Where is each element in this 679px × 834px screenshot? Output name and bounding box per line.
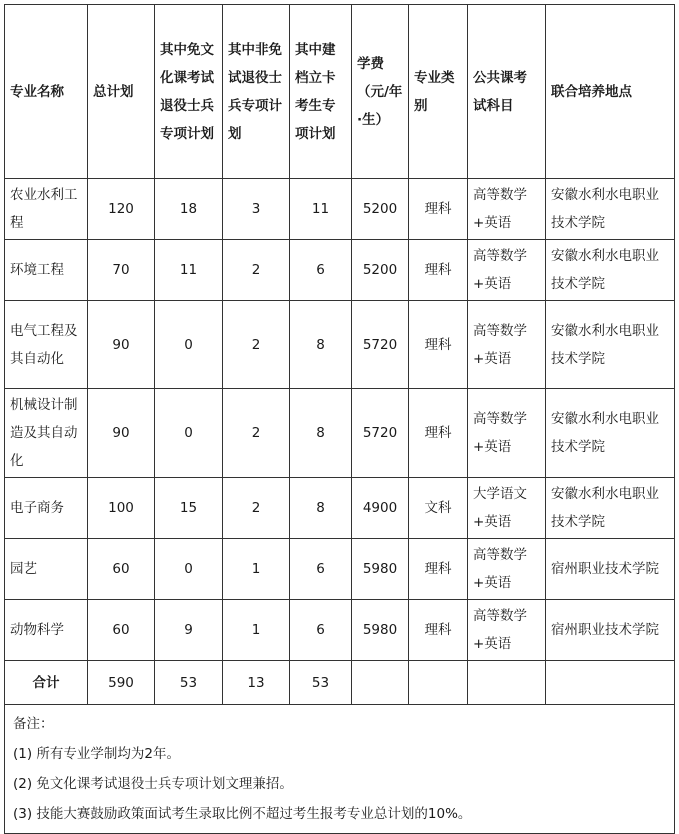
cell-tuition: 5720: [352, 389, 409, 478]
notes-cell: [5, 705, 675, 834]
cell-exempt: 0: [155, 539, 223, 600]
note-item-1: (1) 所有专业学制均为2年。: [13, 746, 181, 762]
cell-non-exempt: 1: [223, 539, 290, 600]
cell-exempt: 9: [155, 600, 223, 661]
total-label: 合计: [5, 661, 88, 705]
total-row: [5, 661, 675, 705]
cell-tuition: 4900: [352, 478, 409, 539]
cell-non-exempt: 2: [223, 301, 290, 389]
header-location: 联合培养地点: [546, 5, 675, 179]
cell-subjects: 高等数学+英语: [468, 600, 546, 661]
cell-location: 宿州职业技术学院: [546, 600, 675, 661]
cell-total: 90: [88, 389, 155, 478]
total-empty-cell: [409, 661, 468, 705]
header-tuition: 学费（元/年·生）: [352, 5, 409, 179]
cell-total: 100: [88, 478, 155, 539]
cell-major: 环境工程: [5, 240, 88, 301]
cell-poverty: 8: [290, 478, 352, 539]
cell-poverty: 6: [290, 240, 352, 301]
cell-tuition: 5980: [352, 600, 409, 661]
cell-subjects: 高等数学+英语: [468, 179, 546, 240]
total-empty-cell: [546, 661, 675, 705]
cell-category: 理科: [409, 389, 468, 478]
cell-location: 安徽水利水电职业技术学院: [546, 301, 675, 389]
enrollment-plan-document: [4, 4, 674, 834]
note-item-2: (2) 免文化课考试退役士兵专项计划文理兼招。: [13, 776, 293, 792]
cell-non-exempt: 2: [223, 240, 290, 301]
cell-poverty: 6: [290, 539, 352, 600]
cell-category: 理科: [409, 539, 468, 600]
header-non-exempt: 其中非免试退役士兵专项计划: [223, 5, 290, 179]
cell-subjects: 高等数学+英语: [468, 539, 546, 600]
table-header-row: [5, 5, 675, 179]
table-row: [5, 478, 675, 539]
cell-location: 安徽水利水电职业技术学院: [546, 179, 675, 240]
cell-subjects: 高等数学+英语: [468, 301, 546, 389]
cell-category: 理科: [409, 301, 468, 389]
cell-total: 60: [88, 600, 155, 661]
table-row: [5, 600, 675, 661]
cell-tuition: 5200: [352, 240, 409, 301]
cell-subjects: 高等数学+英语: [468, 240, 546, 301]
cell-tuition: 5980: [352, 539, 409, 600]
cell-category: 文科: [409, 478, 468, 539]
notes-title: 备注：: [13, 716, 54, 732]
cell-non-exempt: 3: [223, 179, 290, 240]
cell-location: 宿州职业技术学院: [546, 539, 675, 600]
cell-exempt: 15: [155, 478, 223, 539]
cell-exempt: 0: [155, 301, 223, 389]
cell-category: 理科: [409, 600, 468, 661]
cell-location: 安徽水利水电职业技术学院: [546, 240, 675, 301]
cell-exempt: 18: [155, 179, 223, 240]
cell-major: 动物科学: [5, 600, 88, 661]
table-row: [5, 240, 675, 301]
notes-row: [5, 705, 675, 834]
cell-tuition: 5720: [352, 301, 409, 389]
total-total: 590: [88, 661, 155, 705]
cell-poverty: 8: [290, 301, 352, 389]
table-row: [5, 539, 675, 600]
cell-location: 安徽水利水电职业技术学院: [546, 478, 675, 539]
header-poverty: 其中建档立卡考生专项计划: [290, 5, 352, 179]
header-subjects: 公共课考试科目: [468, 5, 546, 179]
total-non-exempt: 13: [223, 661, 290, 705]
cell-poverty: 6: [290, 600, 352, 661]
header-exempt: 其中免文化课考试退役士兵专项计划: [155, 5, 223, 179]
header-category: 专业类别: [409, 5, 468, 179]
header-major: 专业名称: [5, 5, 88, 179]
cell-total: 90: [88, 301, 155, 389]
cell-non-exempt: 2: [223, 478, 290, 539]
cell-category: 理科: [409, 179, 468, 240]
cell-major: 电气工程及其自动化: [5, 301, 88, 389]
cell-poverty: 11: [290, 179, 352, 240]
note-item-3: (3) 技能大赛鼓励政策面试考生录取比例不超过考生报考专业总计划的10%。: [13, 806, 472, 822]
cell-major: 机械设计制造及其自动化: [5, 389, 88, 478]
total-exempt: 53: [155, 661, 223, 705]
cell-exempt: 0: [155, 389, 223, 478]
total-empty-cell: [468, 661, 546, 705]
cell-location: 安徽水利水电职业技术学院: [546, 389, 675, 478]
cell-category: 理科: [409, 240, 468, 301]
table-row: [5, 301, 675, 389]
cell-subjects: 高等数学+英语: [468, 389, 546, 478]
cell-major: 园艺: [5, 539, 88, 600]
cell-major: 农业水利工程: [5, 179, 88, 240]
cell-poverty: 8: [290, 389, 352, 478]
header-total: 总计划: [88, 5, 155, 179]
total-empty-cell: [352, 661, 409, 705]
cell-non-exempt: 1: [223, 600, 290, 661]
table-row: [5, 179, 675, 240]
cell-subjects: 大学语文+英语: [468, 478, 546, 539]
cell-tuition: 5200: [352, 179, 409, 240]
cell-non-exempt: 2: [223, 389, 290, 478]
table-row: [5, 389, 675, 478]
enrollment-plan-table: [4, 4, 675, 834]
cell-total: 60: [88, 539, 155, 600]
total-poverty: 53: [290, 661, 352, 705]
cell-exempt: 11: [155, 240, 223, 301]
cell-total: 70: [88, 240, 155, 301]
cell-total: 120: [88, 179, 155, 240]
cell-major: 电子商务: [5, 478, 88, 539]
